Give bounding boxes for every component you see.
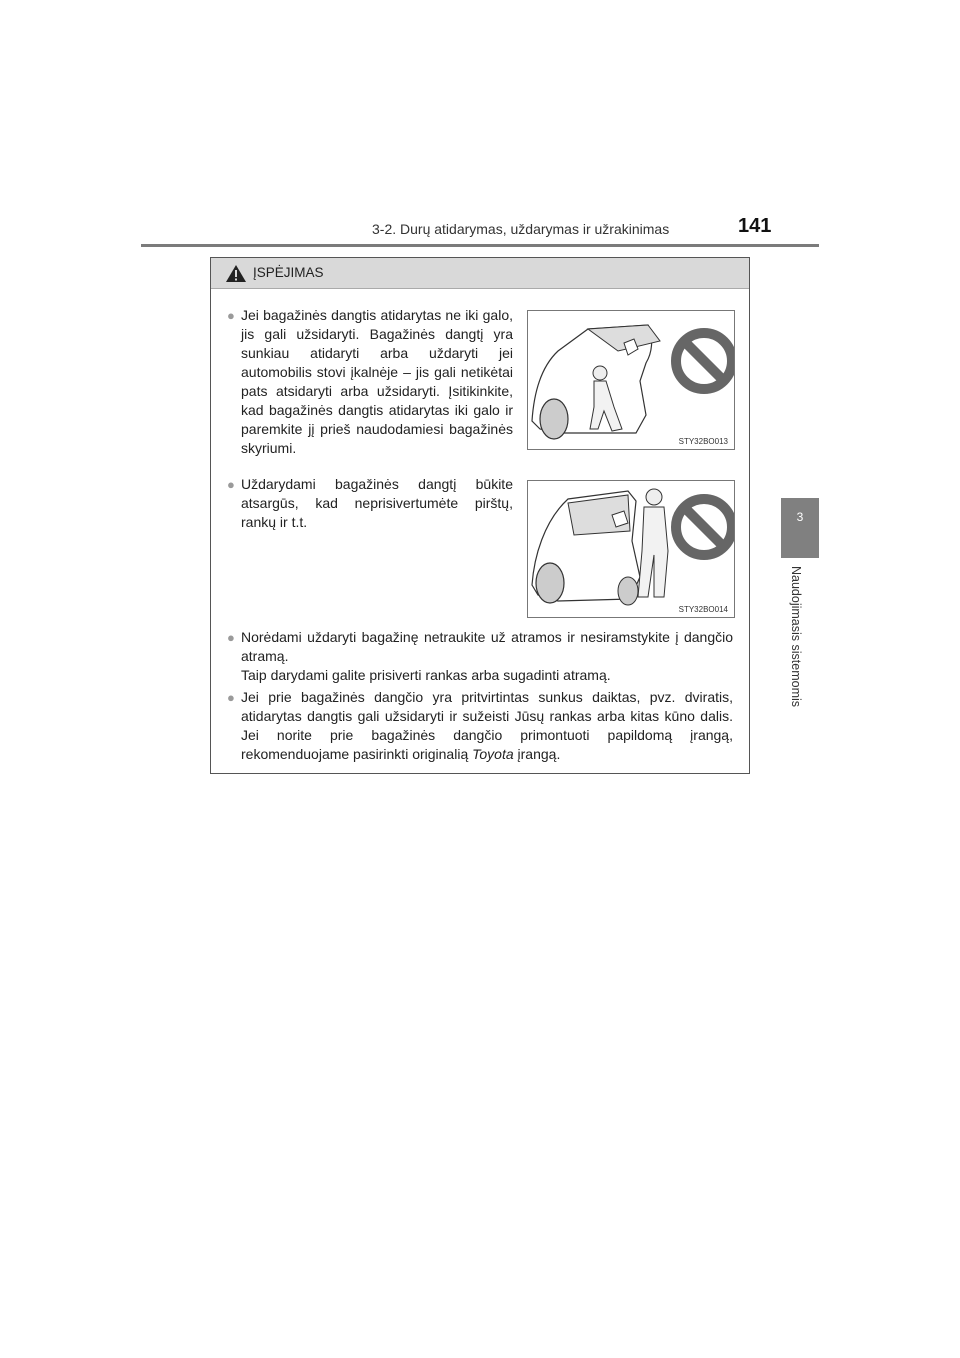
warning-triangle-icon [225,264,247,283]
brand-name: Toyota [472,746,514,762]
warning-item-subtext: Taip darydami galite prisiverti rankas arba sugadinti atramą. [241,667,611,683]
warning-item-text: Norėdami uždaryti bagažinę netraukite už atramos ir nesiramstykite į dangčio atramą. [241,629,733,664]
page-number: 141 [738,215,772,237]
bullet-icon: ● [227,630,235,645]
warning-title: ĮSPĖJIMAS [253,265,324,280]
illustration-code: STY32BO013 [678,437,728,446]
bullet-icon: ● [227,690,235,705]
warning-item-1 [227,306,513,458]
chapter-label: Naudojimasis sistemomis [789,566,803,708]
bullet-icon: ● [227,477,235,492]
warning-header [211,258,749,289]
illustration-code: STY32BO014 [678,605,728,614]
warning-item-4 [227,688,733,764]
warning-item-text: Uždarydami bagažinės dangtį būkite atsargūs, kad neprisivertumėte pirštų, rankų ir t.t. [241,476,513,530]
warning-item-3 [227,628,733,685]
bullet-icon: ● [227,308,235,323]
warning-item-text: Jei prie bagažinės dangčio yra pritvirtintas sunkus daiktas, pvz. dviratis, atidarytas dangtis gali užsidaryti ir sužeisti Jūsų rankas arba kitas kūno dalis. Jei norite prie bagažinės dangčio primontuoti papildomą įrangą, rekomenduojame pasirinkti originalią Toyota įrangą. [241,689,733,762]
warning-item-text: Jei bagažinės dangtis atidarytas ne iki galo, jis gali užsidaryti. Bagažinės dangtį yra sunkiau atidaryti arba uždaryti jei automobilis stovi įkalnėje – jis gali netikėtai pats atsidaryti arba užsidaryti. Įsitikinkite, kad bagažinės dangtis atidarytas iki galo ir paremkite jį prieš naudodamiesi bagažinės skyriumi. [241,307,513,456]
car-tailgate-closing-illustration [528,481,734,617]
header-rule [141,244,819,247]
warning-item-2 [227,475,513,532]
illustration-tailgate-open [527,310,735,450]
section-title: 3-2. Durų atidarymas, uždarymas ir užrakinimas [372,221,670,237]
illustration-tailgate-closing [527,480,735,618]
car-tailgate-illustration [528,311,734,449]
warning-box [210,257,750,774]
chapter-tab: 3 [781,498,819,558]
